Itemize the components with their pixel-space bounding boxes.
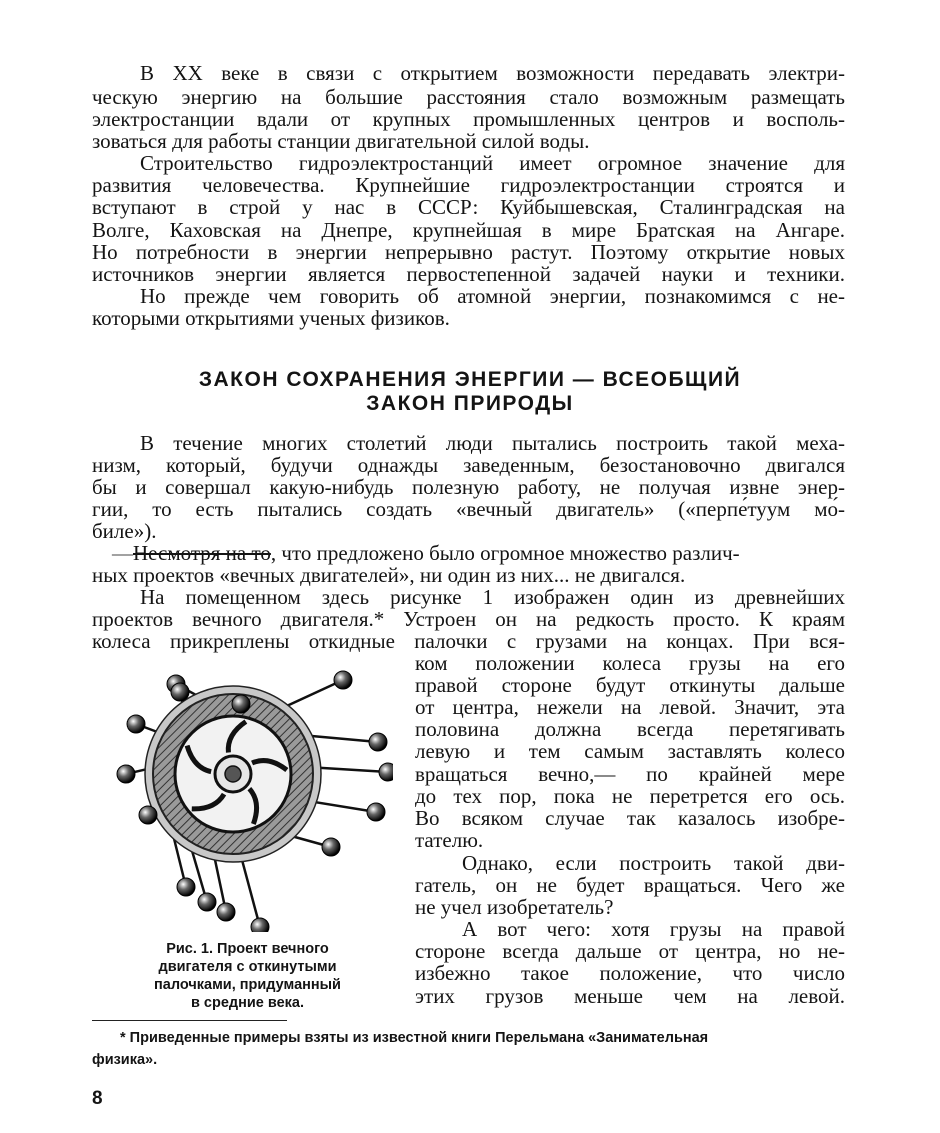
text-line: Строительство гидроэлектростанций имеет огромное значение для	[140, 151, 845, 175]
text-line: не учел изобретатель?	[415, 895, 614, 919]
text-line: А вот чего: хотя грузы на правой	[462, 917, 845, 941]
text-line: до тех пор, пока не перетрется его ось.	[415, 784, 845, 808]
text-line: вращаться вечно,— по крайней мере	[415, 762, 845, 786]
text-line: бы и совершал какую-нибудь полезную работу, не получая извне энер-	[92, 475, 845, 499]
figure-caption	[125, 940, 370, 1012]
text-line: развития человечества. Крупнейшие гидроэлектростанции строятся и	[92, 173, 845, 197]
struck-text: Несмотря на то	[133, 541, 271, 565]
weight-ball	[177, 878, 195, 896]
text-line: ных проектов «вечных двигателей», ни один из них... не двигался.	[92, 563, 686, 587]
text-line: В течение многих столетий люди пытались построить такой меха-	[140, 431, 845, 455]
text-line: левую и тем самым заставлять колесо	[415, 739, 845, 763]
text-line: Но потребности в энергии непрерывно растут. Поэтому открытие новых	[92, 240, 845, 264]
caption-line: Рис. 1. Проект вечного	[166, 941, 329, 957]
text-line: низм, который, будучи однажды заведенным, безостановочно двигался	[92, 453, 845, 477]
text-line: этих грузов меньше чем на левой.	[415, 984, 845, 1008]
perpetual-motion-wheel-figure	[108, 662, 393, 932]
text-line: Волге, Каховская на Днепре, крупнейшая в мире Братская на Ангаре.	[92, 218, 845, 242]
text-line: ком положении колеса грузы на его	[415, 651, 845, 675]
text-fragment: , что предложено было огромное множество различ-	[270, 541, 740, 565]
section-heading-line-2: ЗАКОН ПРИРОДЫ	[366, 392, 574, 415]
text-line: стороне всегда дальше от центра, но не-	[415, 939, 845, 963]
text-line: зоваться для работы станции двигательной силой воды.	[92, 129, 590, 153]
weight-ball	[171, 683, 189, 701]
text-line: На помещенном здесь рисунке 1 изображен один из древнейших	[140, 585, 845, 609]
weight-ball	[127, 715, 145, 733]
weight-ball	[198, 893, 216, 911]
page-number: 8	[92, 1088, 103, 1109]
weight-rod	[240, 852, 260, 927]
text-line: проектов вечного двигателя.* Устроен он на редкость просто. К краям	[92, 607, 845, 631]
weight-ball	[232, 695, 250, 713]
text-line: Но прежде чем говорить об атомной энергии, познакомимся с не-	[140, 284, 845, 308]
weight-ball	[251, 918, 269, 932]
text-line: которыми открытиями ученых физиков.	[92, 306, 450, 330]
section-heading-line-1: ЗАКОН СОХРАНЕНИЯ ЭНЕРГИИ — ВСЕОБЩИЙ	[198, 368, 742, 391]
weight-ball	[139, 806, 157, 824]
weight-ball	[117, 765, 135, 783]
footnote-line-1: * Приведенные примеры взяты из известной книги Перельмана «Занимательная	[120, 1030, 709, 1046]
text-line: электростанции вдали от крупных промышленных центров и восполь-	[92, 107, 845, 131]
text-line: правой стороне будут откинуты дальше	[415, 673, 845, 697]
caption-line: палочками, придуманный	[154, 977, 341, 993]
text-line: В XX веке в связи с открытием возможности передавать электри-	[140, 61, 845, 85]
text-line: гии, то есть пытались создать «вечный двигатель» («перпе́туум мо́-	[92, 497, 845, 521]
text-line: ческую энергию на большие расстояния стало возможным размещать	[92, 85, 845, 109]
weight-ball	[379, 763, 393, 781]
footnote-line-2: физика».	[92, 1052, 158, 1068]
text-line: гатель, он не будет вращаться. Чего же	[415, 873, 845, 897]
weight-rod	[311, 767, 388, 772]
text-line: вступают в строй у нас в СССР: Куйбышевская, Сталинградская на	[92, 195, 845, 219]
caption-line: в средние века.	[190, 995, 305, 1011]
weight-ball	[322, 838, 340, 856]
weight-ball	[369, 733, 387, 751]
text-line: источников энергии является первостепенной задачей науки и техники.	[92, 262, 845, 286]
wheel-axle	[225, 766, 241, 782]
text-line: избежно такое положение, что число	[415, 961, 845, 985]
weight-ball	[334, 671, 352, 689]
text-line: колеса прикреплены откидные палочки с грузами на концах. При вся-	[92, 629, 845, 653]
text-line: —Несмотря на то, что предложено было огромное множество различ-	[112, 541, 740, 565]
text-line: Во всяком случае так казалось изобре-	[415, 806, 845, 830]
weight-ball	[217, 903, 235, 921]
text-line: от центра, нежели на левой. Значит, эта	[415, 695, 845, 719]
text-line: тателю.	[415, 828, 484, 852]
caption-line: двигателя с откинутыми	[158, 959, 337, 975]
text-line: Однако, если построить такой дви-	[462, 851, 845, 875]
footnote-rule	[92, 1020, 287, 1021]
text-line: половина должна всегда перетягивать	[415, 717, 845, 741]
text-line: биле»).	[92, 519, 157, 543]
weight-ball	[367, 803, 385, 821]
